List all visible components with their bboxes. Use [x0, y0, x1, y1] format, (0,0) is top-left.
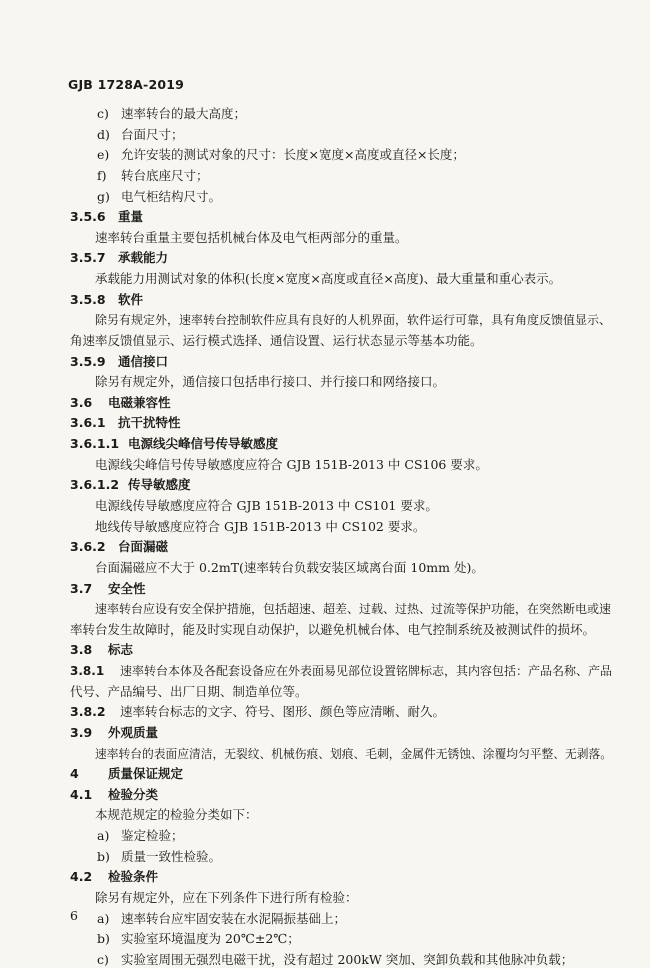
section-heading	[70, 477, 191, 493]
section-title: 台面漏磁	[118, 539, 169, 555]
section-title: 安全性	[108, 580, 146, 596]
section-title: 抗干扰特性	[118, 415, 181, 431]
section-number: 3.9	[70, 724, 93, 740]
list-item	[97, 106, 246, 122]
section-title: 电源线尖峰信号传导敏感度	[128, 436, 279, 452]
section-title: 外观质量	[108, 724, 159, 740]
list-item	[97, 168, 209, 184]
section-number: 4.1	[70, 786, 93, 802]
section-title: 承载能力	[118, 250, 169, 266]
section-number: 4.2	[70, 869, 93, 885]
list-item-text: 实验室周围无强烈电磁干扰，没有超过 200kW 突加、突卸负载和其他脉冲负载；	[121, 951, 574, 967]
standard-number-header: GJB 1728A-2019	[68, 77, 185, 92]
list-item-marker: c)	[97, 951, 109, 967]
list-item	[97, 849, 221, 865]
section-number: 3.6.1.2	[70, 477, 120, 493]
paragraph-line: 电源线传导敏感度应符合 GJB 151B-2013 中 CS101 要求。	[95, 498, 438, 513]
section-number: 3.5.8	[70, 291, 106, 307]
list-item-marker: b)	[97, 931, 110, 947]
paragraph-continuation: 率转台发生故障时，能及时实现自动保护，以避免机械台体、电气控制系统及被测试件的损坏。	[70, 621, 596, 637]
section-number: 3.7	[70, 580, 93, 596]
paragraph-line: 承载能力用测试对象的体积(长度×宽度×高度或直径×高度)、最大重量和重心表示。	[95, 271, 562, 286]
section-title: 软件	[118, 291, 144, 307]
section-title: 传导敏感度	[128, 477, 191, 493]
list-item-text: 质量一致性检验。	[121, 848, 222, 864]
section-heading	[70, 354, 168, 370]
list-item-marker: f)	[97, 167, 107, 183]
list-item-text: 允许安装的测试对象的尺寸：长度×宽度×高度或直径×长度；	[121, 147, 465, 163]
paragraph-line: 电源线尖峰信号传导敏感度应符合 GJB 151B-2013 中 CS106 要求。	[95, 456, 488, 472]
section-heading	[70, 539, 168, 555]
list-item-marker: c)	[97, 106, 109, 121]
paragraph-text: 速率转台本体及各配套设备应在外表面易见部位设置铭牌标志，其内容包括：产品名称、产品	[120, 664, 613, 678]
section-number: 3.5.6	[70, 209, 106, 225]
section-number: 3.8.1	[70, 664, 105, 678]
section-heading	[70, 292, 143, 308]
section-title: 通信接口	[118, 353, 169, 369]
section-title: 标志	[108, 642, 134, 658]
list-item-text: 速率转台的最大高度；	[121, 106, 247, 121]
paragraph-line: 除另有规定外，通信接口包括串行接口、并行接口和网络接口。	[95, 374, 446, 390]
paragraph-line: 地线传导敏感度应符合 GJB 151B-2013 中 CS102 要求。	[95, 518, 426, 534]
section-heading	[70, 725, 158, 741]
section-heading	[70, 415, 181, 431]
section-number: 4	[70, 766, 79, 782]
numbered-paragraph	[70, 704, 445, 720]
paragraph-line: 除另有规定外，应在下列条件下进行所有检验：	[95, 889, 358, 905]
list-item-text: 实验室环境温度为 20℃±2℃；	[121, 931, 300, 947]
list-item	[97, 931, 300, 947]
section-title: 检验分类	[108, 786, 159, 802]
list-item-marker: d)	[97, 126, 110, 142]
section-number: 3.5.9	[70, 353, 106, 369]
list-item-text: 转台底座尺寸；	[121, 167, 209, 183]
list-item-marker: g)	[97, 188, 110, 204]
section-number: 3.8.2	[70, 704, 106, 720]
page-number: 6	[70, 908, 78, 923]
section-heading	[70, 250, 168, 266]
list-item-text: 鉴定检验；	[121, 828, 184, 843]
list-item-marker: a)	[97, 910, 110, 926]
section-title: 质量保证规定	[108, 766, 184, 782]
section-heading	[70, 209, 143, 225]
section-title: 重量	[118, 209, 144, 225]
list-item-text: 台面尺寸；	[121, 126, 184, 142]
list-item	[97, 828, 184, 844]
section-heading	[70, 642, 133, 658]
section-number: 3.8	[70, 642, 93, 658]
list-item	[97, 952, 573, 968]
list-item-text: 电气柜结构尺寸。	[121, 188, 222, 204]
section-number: 3.6.1.1	[70, 436, 120, 452]
paragraph-continuation: 代号、产品编号、出厂日期、制造单位等。	[70, 683, 308, 699]
list-item-marker: a)	[97, 828, 110, 843]
list-item	[97, 911, 346, 927]
section-number: 3.6	[70, 394, 93, 410]
paragraph-line: 除另有规定外，速率转台控制软件应具有良好的人机界面，软件运行可靠，具有角度反馈值显示、	[95, 313, 612, 328]
list-item	[97, 189, 221, 205]
section-title: 检验条件	[108, 869, 159, 885]
numbered-paragraph	[70, 663, 612, 679]
section-heading	[70, 766, 183, 782]
paragraph-continuation: 角速率反馈值显示、运行模式选择、通信设置、运行状态显示等基本功能。	[70, 332, 483, 348]
section-number: 3.5.7	[70, 250, 106, 266]
list-item	[97, 147, 465, 163]
section-number: 3.6.1	[70, 415, 106, 431]
paragraph-line: 速率转台的表面应清洁，无裂纹、机械伤痕、划痕、毛刺，金属件无锈蚀、涂覆均匀平整、无剥落。	[95, 746, 612, 761]
paragraph-line: 本规范规定的检验分类如下：	[95, 807, 258, 823]
section-heading	[70, 869, 158, 885]
paragraph-line: 台面漏磁应不大于 0.2mT(速率转台负载安装区域离台面 10mm 处)。	[95, 559, 484, 575]
section-heading	[70, 787, 158, 803]
list-item-marker: b)	[97, 848, 110, 864]
section-title: 电磁兼容性	[108, 394, 171, 410]
list-item	[97, 127, 184, 143]
list-item-marker: e)	[97, 147, 110, 163]
section-heading	[70, 436, 278, 452]
list-item-text: 速率转台应牢固安装在水泥隔振基础上；	[121, 910, 347, 926]
paragraph-line: 速率转台重量主要包括机械台体及电气柜两部分的重量。	[95, 229, 408, 245]
section-heading	[70, 581, 146, 597]
section-number: 3.6.2	[70, 539, 106, 555]
section-heading	[70, 395, 171, 411]
paragraph-text: 速率转台标志的文字、符号、图形、颜色等应清晰、耐久。	[120, 704, 446, 720]
paragraph-line: 速率转台应设有安全保护措施，包括超速、超差、过载、过热、过流等保护功能，在突然断电或速	[95, 602, 612, 617]
